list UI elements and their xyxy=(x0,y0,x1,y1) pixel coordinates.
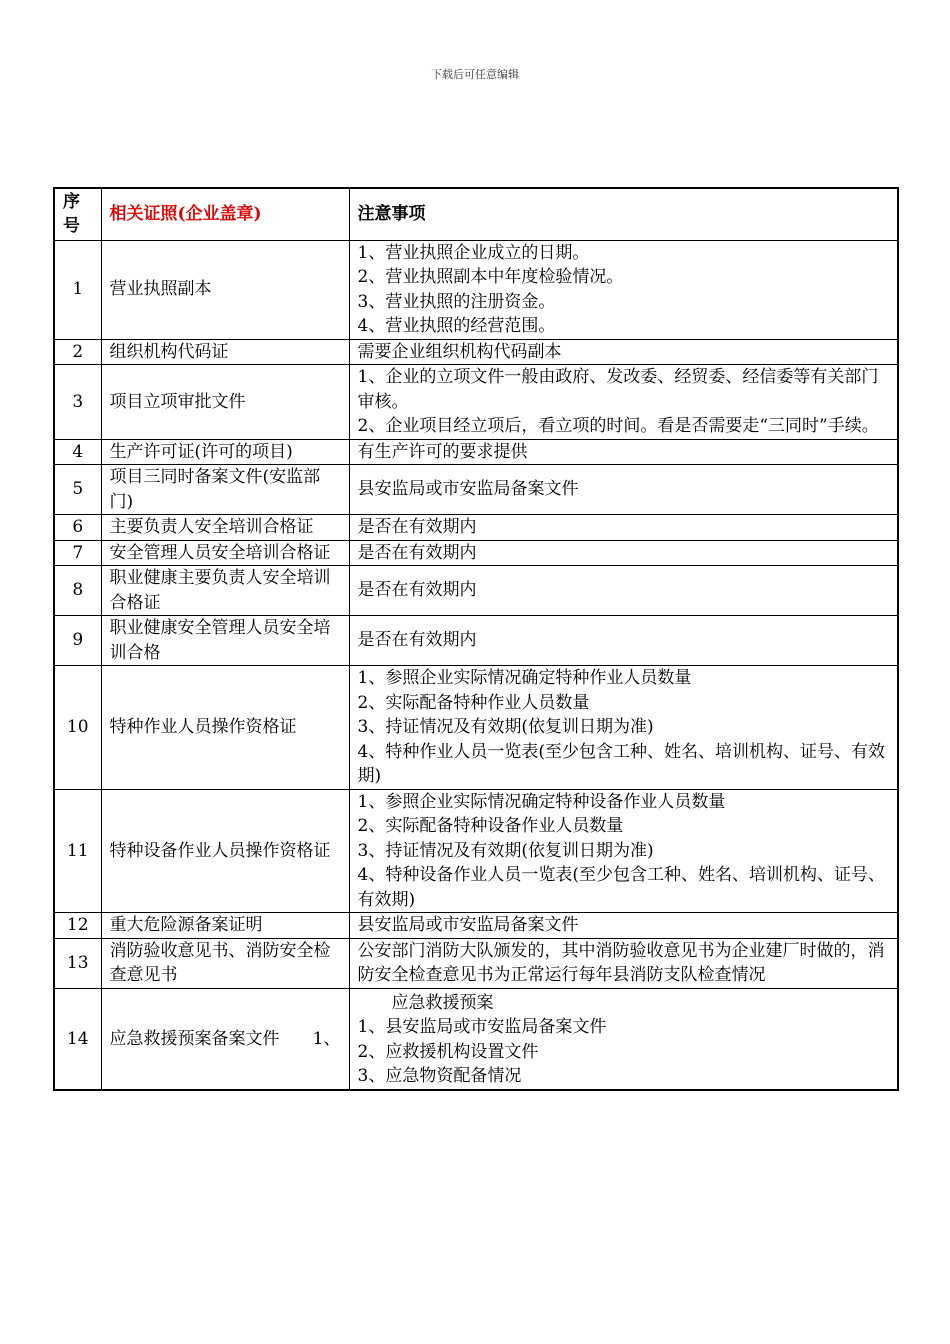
row-number: 9 xyxy=(54,616,101,666)
note-line: 1、参照企业实际情况确定特种作业人员数量 xyxy=(357,668,692,688)
note-line: 4、营业执照的经营范围。 xyxy=(357,316,556,336)
table-row xyxy=(54,365,898,440)
table-row xyxy=(54,540,898,566)
note-line: 3、持证情况及有效期(依复训日期为准) xyxy=(357,717,654,737)
header-num-line1: 序 xyxy=(63,191,80,212)
table-row xyxy=(54,515,898,541)
table-row xyxy=(54,439,898,465)
table-row xyxy=(54,938,898,988)
row-certificate: 营业执照副本 xyxy=(101,240,349,339)
note-line: 1、参照企业实际情况确定特种设备作业人员数量 xyxy=(357,791,726,812)
row-certificate: 特种设备作业人员操作资格证 xyxy=(101,789,349,913)
row-certificate: 特种作业人员操作资格证 xyxy=(101,666,349,790)
row-notes: 是否在有效期内 xyxy=(349,566,898,616)
row-certificate: 安全管理人员安全培训合格证 xyxy=(101,540,349,566)
row-certificate: 项目三同时备案文件(安监部门) xyxy=(101,465,349,515)
table-row xyxy=(54,789,898,913)
note-line: 2、企业项目经立项后，看立项的时间。看是否需要走“三同时”手续。 xyxy=(357,416,879,436)
row-notes: 需要企业组织机构代码副本 xyxy=(349,339,898,365)
table-row xyxy=(54,913,898,939)
note-line: 2、实际配备特种设备作业人员数量 xyxy=(357,816,624,836)
row-number: 2 xyxy=(54,339,101,365)
row-certificate xyxy=(101,988,349,1090)
row-certificate: 职业健康安全管理人员安全培训合格 xyxy=(101,616,349,666)
row-certificate: 组织机构代码证 xyxy=(101,339,349,365)
row-certificate-trailing: 1、 xyxy=(312,1029,341,1050)
note-line: 3、营业执照的注册资金。 xyxy=(357,291,556,312)
row-notes xyxy=(349,789,898,913)
note-line: 2、实际配备特种作业人员数量 xyxy=(357,692,590,713)
row-notes: 公安部门消防大队颁发的，其中消防验收意见书为企业建厂时做的，消防安全检查意见书为正常运行每年县消防支队检查情况 xyxy=(349,938,898,988)
row-number: 5 xyxy=(54,465,101,515)
row-notes: 是否在有效期内 xyxy=(349,616,898,666)
row-notes: 县安监局或市安监局备案文件 xyxy=(349,465,898,515)
row-certificate: 主要负责人安全培训合格证 xyxy=(101,515,349,541)
row-notes xyxy=(349,365,898,440)
header-num xyxy=(54,188,101,240)
row-notes xyxy=(349,988,898,1090)
note-line: 1、营业执照企业成立的日期。 xyxy=(357,242,590,263)
row-certificate: 职业健康主要负责人安全培训合格证 xyxy=(101,566,349,616)
table-row xyxy=(54,240,898,339)
note-line: 1、县安监局或市安监局备案文件 xyxy=(357,1017,607,1037)
table-row xyxy=(54,666,898,790)
page-header-note: 下载后可任意编辑 xyxy=(431,68,519,81)
header-notes: 注意事项 xyxy=(349,188,898,240)
note-line: 2、应救援机构设置文件 xyxy=(357,1041,539,1062)
row-notes: 县安监局或市安监局备案文件 xyxy=(349,913,898,939)
row-number: 3 xyxy=(54,365,101,440)
note-line: 4、特种设备作业人员一览表(至少包含工种、姓名、培训机构、证号、有效期) xyxy=(357,865,885,910)
header-num-line2: 号 xyxy=(63,216,80,237)
row-notes: 是否在有效期内 xyxy=(349,540,898,566)
row-certificate-name: 应急救援预案备案文件 xyxy=(109,1029,280,1050)
row-number: 4 xyxy=(54,439,101,465)
header-certificate: 相关证照(企业盖章) xyxy=(101,188,349,240)
row-certificate: 消防验收意见书、消防安全检查意见书 xyxy=(101,938,349,988)
note-line: 2、营业执照副本中年度检验情况。 xyxy=(357,267,624,287)
row-certificate: 重大危险源备案证明 xyxy=(101,913,349,939)
note-line: 应急救援预案 xyxy=(391,992,494,1013)
row-notes: 有生产许可的要求提供 xyxy=(349,439,898,465)
row-number: 8 xyxy=(54,566,101,616)
table-row xyxy=(54,465,898,515)
note-line: 3、持证情况及有效期(依复训日期为准) xyxy=(357,840,654,861)
table-row xyxy=(54,988,898,1090)
note-line: 3、应急物资配备情况 xyxy=(357,1066,522,1086)
row-number: 6 xyxy=(54,515,101,541)
row-notes xyxy=(349,666,898,790)
note-line: 1、企业的立项文件一般由政府、发改委、经贸委、经信委等有关部门审核。 xyxy=(357,367,879,412)
row-certificate: 生产许可证(许可的项目) xyxy=(101,439,349,465)
row-number: 10 xyxy=(54,666,101,790)
row-notes: 是否在有效期内 xyxy=(349,515,898,541)
note-line: 4、特种作业人员一览表(至少包含工种、姓名、培训机构、证号、有效期) xyxy=(357,741,885,786)
row-number: 1 xyxy=(54,240,101,339)
row-certificate: 项目立项审批文件 xyxy=(101,365,349,440)
table-row xyxy=(54,566,898,616)
row-number: 14 xyxy=(54,988,101,1090)
table-header-row xyxy=(54,188,898,240)
table-row xyxy=(54,616,898,666)
row-notes xyxy=(349,240,898,339)
row-number: 7 xyxy=(54,540,101,566)
certificate-checklist-table xyxy=(53,187,899,1091)
row-number: 12 xyxy=(54,913,101,939)
row-number: 13 xyxy=(54,938,101,988)
table-row xyxy=(54,339,898,365)
row-number: 11 xyxy=(54,789,101,913)
